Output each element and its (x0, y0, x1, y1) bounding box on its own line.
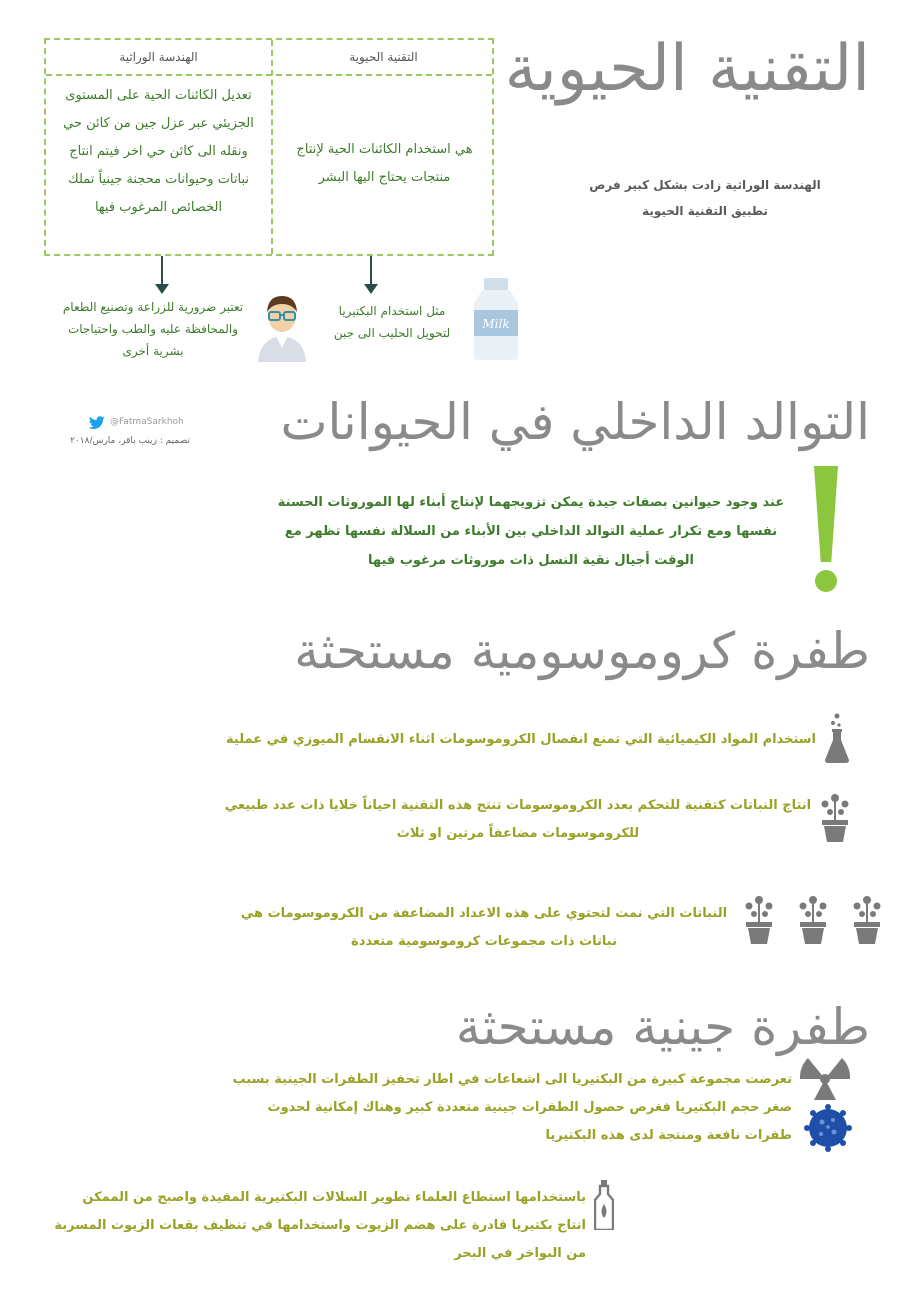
subtitle-line-1: الهندسة الوراثية زادت بشكل كبير فرص (589, 178, 821, 192)
designer-credit: تصميم : زينب باقر، مارس/٢٠١٨ (70, 436, 190, 446)
chromosomal-title: طفرة كروموسومية مستحثة (294, 622, 870, 680)
comparison-table (44, 38, 494, 256)
biotech-definition: هي استخدام الكائنات الحية لإنتاج منتجات يحتاج اليها البشر (296, 142, 473, 185)
milk-bottle-icon (468, 276, 524, 360)
chromosomal-bullet-2: انتاج النباتات كتقنية للتحكم بعدد الكروموسومات تنتج هذه التقنية احياناً خلايا ذات عدد طبيعي للكروموسومات مضاعفاً مرتين او ثلاث (224, 798, 812, 841)
biotech-header: التقنية الحيوية (349, 50, 418, 64)
potted-plant-icon (850, 894, 884, 944)
inbreeding-text: عند وجود حيوانين بصفات جيدة يمكن تزويجهما لإنتاج أبناء لها الموروثات الحسنة نفسها ومع تكرار عملية التوالد الداخلي بين الأبناء من السلالة نفسها تظهر مع الوقت أجيال نقية النسل ذات موروثات مرغوب فيها (277, 495, 785, 568)
radiation-icon (800, 1054, 850, 1100)
chromosomal-bullet-3: النباتات التي نمت لتحتوي على هذه الاعداد المضاعفة من الكروموسومات هي نباتات ذات مجموعات كروموسومية متعددة (240, 906, 728, 949)
oil-bottle-icon (594, 1180, 614, 1230)
arrow-genetic-head (155, 284, 169, 294)
twitter-icon (88, 416, 106, 430)
arrow-biotech-head (364, 284, 378, 294)
genetic-engineering-header: الهندسة الوراثية (119, 50, 198, 64)
milk-label: Milk (482, 317, 510, 331)
page-title: التقنية الحيوية (504, 32, 870, 106)
bacteria-icon (804, 1104, 852, 1152)
genetic-mutation-title: طفرة جينية مستحثة (455, 998, 870, 1056)
table-header-divider (46, 74, 492, 76)
inbreeding-title: التوالد الداخلي في الحيوانات (280, 393, 870, 451)
exclamation-icon (808, 466, 844, 596)
genetic-engineering-definition: تعديل الكائنات الحية على المستوى الجزيئي عبر عزل جين من كائن حي ونقله الى كائن حي اخر فيتم انتاج نباتات وحيوانات محجنة جينياً تملك الخصائص المرغوب فيها (63, 88, 254, 215)
radiation-text: تعرضت مجموعة كبيرة من البكتيريا الى اشعاعات في اطار تحفيز الطفرات الجينية بسبب صغر حجم البكتيريا فغرص حصول الطفرات جينية متعددة كبير وهناك إمكانية لحدوث طفرات نافعة ومنتجة لدى هذه البكتيريا (232, 1072, 792, 1143)
twitter-handle: @FatmaSarkhoh (110, 417, 184, 427)
header-subtitle (560, 172, 850, 224)
potted-plant-icon (796, 894, 830, 944)
genetic-uses-text: تعتبر ضرورية للزراعة وتصنيع الطعام والمحافظة عليه والطب واحتياجات بشرية أخرى (62, 300, 244, 358)
biotech-example-text: مثل استخدام البكتيريا لتحويل الحليب الى جبن (333, 304, 451, 340)
scientist-icon (254, 290, 310, 362)
arrow-genetic (161, 256, 163, 286)
arrow-biotech (370, 256, 372, 286)
potted-plant-icon (818, 792, 852, 842)
chromosomal-bullet-1: استخدام المواد الكيميائية التي تمنع انفصال الكروموسومات اثناء الانقسام الميوزي في عملية (226, 732, 816, 747)
potted-plant-icon (742, 894, 776, 944)
subtitle-line-2: تطبيق التقنية الحيوية (642, 204, 768, 218)
flask-icon (824, 712, 850, 764)
oil-cleanup-text: باستخدامها استطاع العلماء تطوير السلالات البكتيرية المفيدة واصبح من الممكن انتاج بكتيريا قادرة على هضم الزيوت واستخدامها في تنظيف بقعات الزيوت المسربة من البواخر في البحر (54, 1190, 586, 1261)
